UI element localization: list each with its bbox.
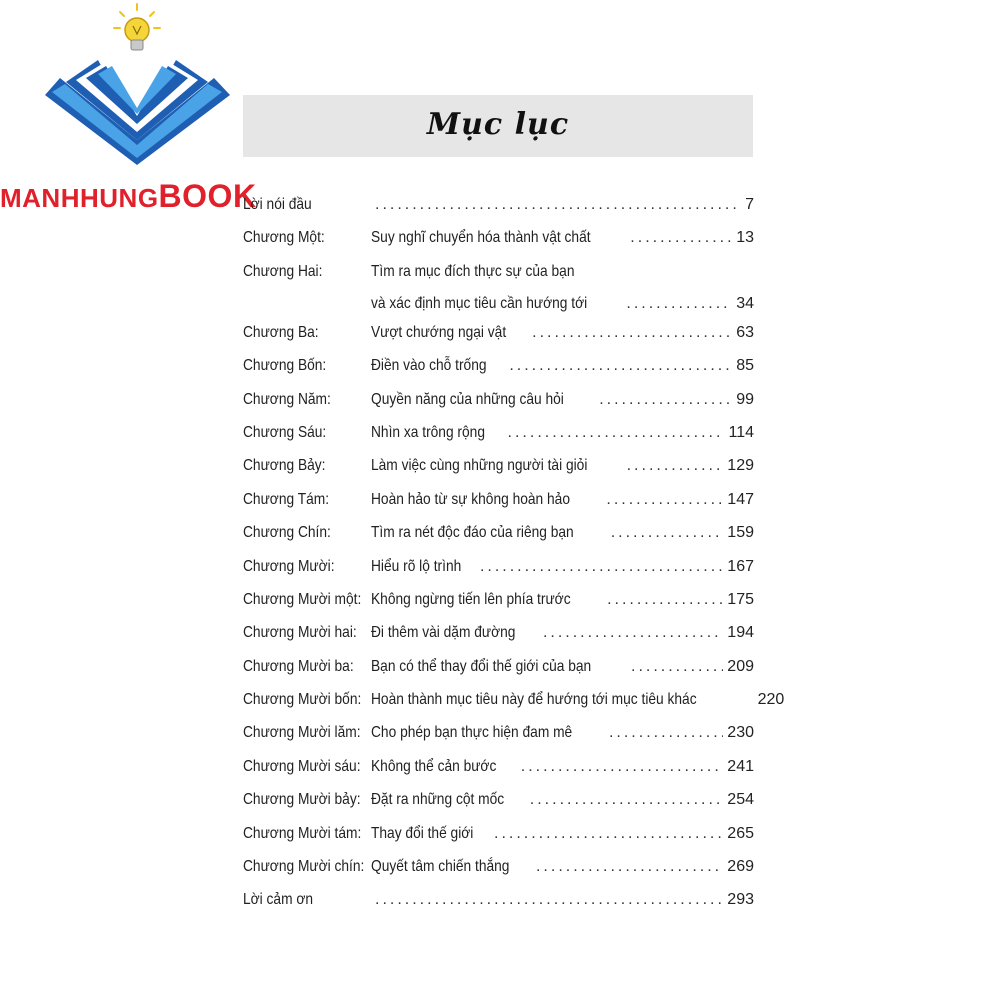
toc-chapter-title: Tìm ra mục đích thực sự của bạn [371, 262, 575, 280]
toc-chapter-label: Chương Bốn: [243, 357, 327, 375]
toc-chapter-title: Hiểu rõ lộ trình [371, 557, 462, 575]
toc-chapter-title: Điền vào chỗ trống [371, 357, 487, 375]
toc-dot-leader [626, 295, 732, 313]
toc-row [243, 654, 754, 687]
toc-chapter-label: Chương Mười sáu: [243, 757, 361, 775]
toc-dot-leader [375, 196, 740, 214]
toc-row [243, 587, 754, 620]
toc-dot-leader [508, 424, 725, 442]
toc-chapter-label: Chương Mười hai: [243, 624, 357, 642]
toc-row [243, 320, 754, 353]
brand-wordmark [0, 178, 257, 215]
toc-chapter-title: Quyền năng của những câu hỏi [371, 390, 564, 408]
toc-chapter-label: Lời cảm ơn [243, 891, 314, 909]
toc-chapter-label: Chương Một: [243, 229, 325, 247]
toc-row [243, 887, 754, 920]
toc-chapter-title: và xác định mục tiêu cần hướng tới [371, 294, 588, 312]
toc-page-number: 13 [736, 229, 754, 247]
brand-suffix: BOOK [158, 178, 257, 214]
toc-page-number: 63 [736, 323, 754, 341]
toc-chapter-title: Cho phép bạn thực hiện đam mê [371, 724, 573, 742]
toc-row [243, 420, 754, 453]
toc-dot-leader [599, 391, 732, 409]
toc-chapter-title: Đi thêm vài dặm đường [371, 624, 516, 642]
toc-row [243, 192, 754, 225]
toc-page-number: 159 [727, 524, 754, 542]
toc-row [243, 487, 754, 520]
toc-chapter-title: Suy nghĩ chuyển hóa thành vật chất [371, 229, 591, 247]
page-title: Mục lục [426, 107, 570, 142]
toc-chapter-title: Không ngừng tiến lên phía trước [371, 590, 571, 608]
toc-page-number: 34 [736, 294, 754, 312]
toc-chapter-title: Hoàn hảo từ sự không hoàn hảo [371, 490, 570, 508]
toc-row [243, 353, 754, 386]
toc-chapter-label: Chương Năm: [243, 390, 331, 408]
toc-dot-leader [611, 524, 724, 542]
toc-dot-leader [607, 591, 723, 609]
table-of-contents [243, 192, 785, 921]
toc-chapter-label: Chương Tám: [243, 490, 330, 508]
toc-dot-leader [631, 658, 723, 676]
toc-dot-leader [606, 491, 723, 509]
toc-dot-leader [609, 724, 723, 742]
toc-chapter-title: Vượt chướng ngại vật [371, 323, 507, 341]
toc-chapter-title: Bạn có thể thay đổi thế giới của bạn [371, 657, 592, 675]
toc-page-number: 7 [745, 196, 754, 213]
toc-dot-leader [530, 791, 724, 809]
toc-chapter-label: Chương Mười tám: [243, 824, 362, 842]
toc-row [243, 225, 754, 258]
toc-chapter-label: Chương Mười ba: [243, 657, 354, 675]
toc-chapter-label: Chương Sáu: [243, 423, 327, 441]
toc-chapter-label: Chương Mười chín: [243, 858, 365, 876]
toc-row [243, 787, 754, 820]
brand-prefix: MANHHUNG [0, 183, 159, 213]
toc-row [243, 259, 754, 320]
toc-page-number: 129 [727, 457, 754, 475]
open-book-icon [40, 0, 240, 180]
toc-chapter-title: Không thể cản bước [371, 757, 497, 775]
toc-row [243, 720, 754, 753]
toc-chapter-label: Lời nói đầu [243, 196, 312, 213]
toc-dot-leader [536, 858, 723, 876]
toc-row [243, 687, 785, 720]
toc-dot-leader [480, 558, 723, 576]
toc-chapter-title: Hoàn thành mục tiêu này để hướng tới mục tiêu khác [371, 691, 697, 709]
toc-page-number: 220 [757, 691, 785, 709]
toc-chapter-label: Chương Mười: [243, 557, 335, 575]
toc-row [243, 754, 754, 787]
toc-chapter-label: Chương Chín: [243, 524, 331, 542]
lightbulb-icon [114, 4, 160, 50]
toc-page-number: 85 [736, 357, 754, 375]
toc-chapter-title: Làm việc cùng những người tài giỏi [371, 457, 588, 475]
toc-chapter-title: Tìm ra nét độc đáo của riêng bạn [371, 524, 574, 542]
toc-page-number: 230 [727, 724, 754, 742]
toc-row [243, 554, 754, 587]
toc-row [243, 520, 754, 553]
toc-page-number: 241 [727, 757, 754, 775]
toc-dot-leader [375, 891, 723, 909]
toc-row [243, 821, 754, 854]
toc-dot-leader [521, 758, 724, 776]
toc-page-number: 99 [736, 390, 754, 408]
toc-dot-leader [509, 357, 732, 375]
toc-page-number: 194 [727, 624, 754, 642]
toc-dot-leader [543, 624, 723, 642]
toc-row [243, 387, 754, 420]
toc-page-number: 293 [727, 891, 754, 909]
toc-page-number: 175 [727, 590, 754, 608]
toc-page-number: 167 [727, 557, 754, 575]
toc-page-number: 265 [727, 824, 754, 842]
toc-chapter-label: Chương Mười một: [243, 590, 362, 608]
toc-chapter-label: Chương Hai: [243, 262, 323, 280]
toc-dot-leader [532, 324, 732, 342]
toc-chapter-label: Chương Mười bốn: [243, 691, 362, 709]
toc-page-number: 114 [728, 423, 754, 441]
toc-chapter-title: Đặt ra những cột mốc [371, 791, 505, 809]
toc-chapter-title: Thay đổi thế giới [371, 824, 474, 842]
toc-row [243, 620, 754, 653]
toc-chapter-label: Chương Bảy: [243, 457, 326, 475]
toc-chapter-label: Chương Mười lăm: [243, 724, 361, 742]
toc-row [243, 453, 754, 486]
toc-dot-leader [627, 457, 724, 475]
toc-chapter-label: Chương Mười bảy: [243, 791, 361, 809]
toc-page-number: 254 [727, 791, 754, 809]
toc-dot-leader [630, 229, 732, 247]
toc-chapter-title: Quyết tâm chiến thắng [371, 858, 510, 876]
toc-header [243, 95, 753, 157]
toc-page-number: 209 [727, 657, 754, 675]
toc-chapter-title: Nhìn xa trông rộng [371, 423, 485, 441]
toc-row [243, 854, 754, 887]
toc-chapter-label: Chương Ba: [243, 323, 319, 341]
toc-page-number: 269 [727, 858, 754, 876]
toc-page-number: 147 [727, 490, 754, 508]
toc-dot-leader [494, 825, 723, 843]
